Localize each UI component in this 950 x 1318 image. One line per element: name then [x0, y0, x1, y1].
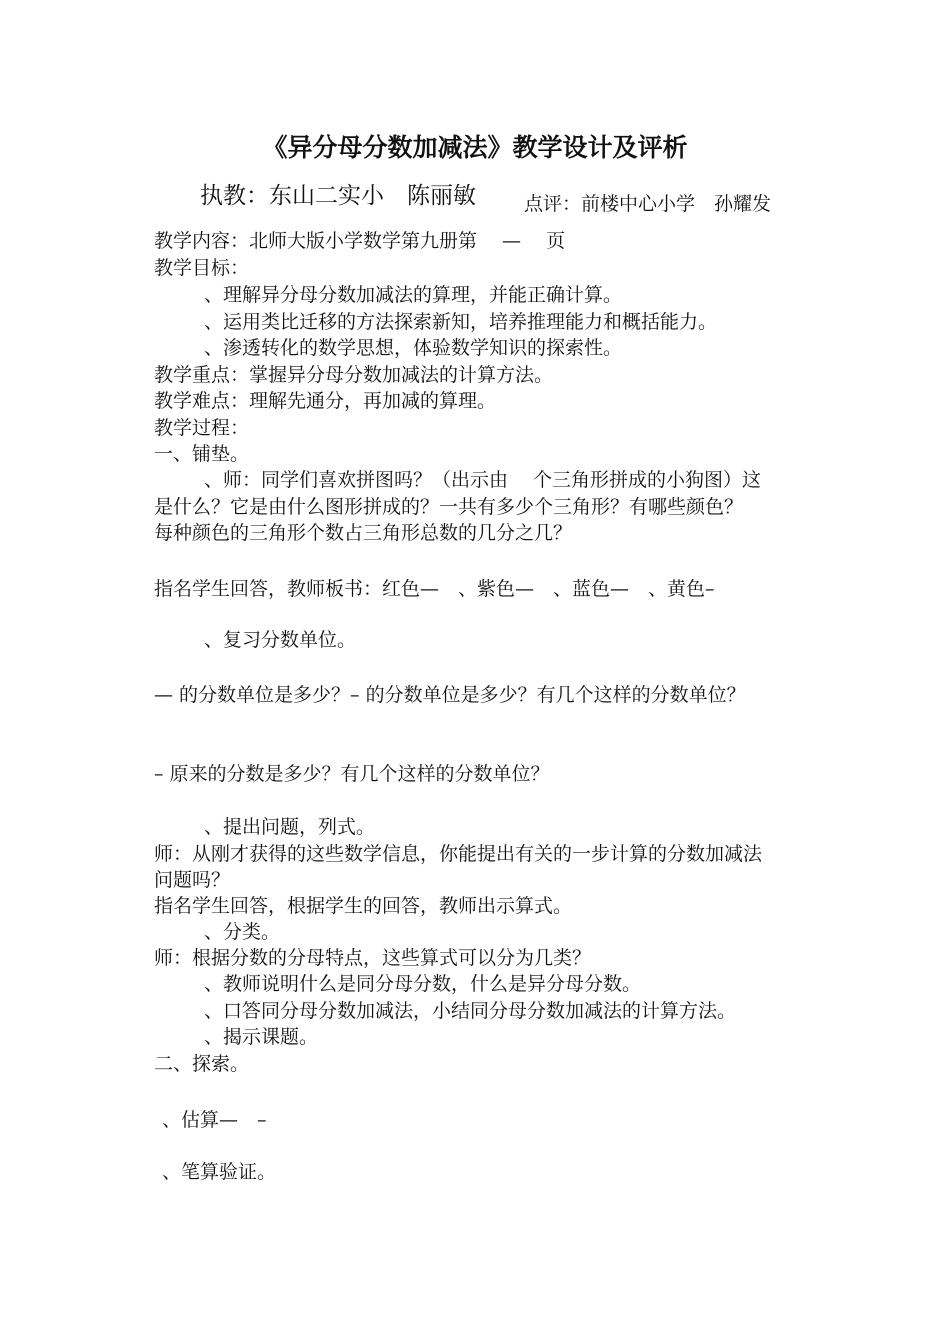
section-heading-1: 一、铺垫。: [154, 443, 250, 465]
written-step: 、笔算验证。: [162, 1161, 277, 1183]
paragraph-line: 是什么？它是由什么图形拼成的？一共有多少个三角形？有哪些颜色？: [154, 496, 744, 518]
reveal-step: 、揭示课题。: [204, 1026, 319, 1048]
board-writing: 指名学生回答，教师板书：红色— 、紫色— 、蓝色— 、黄色–: [154, 578, 715, 600]
students-answer: 指名学生回答，根据学生的回答，教师出示算式。: [154, 895, 573, 917]
goals-heading: 教学目标：: [154, 257, 250, 279]
page-title: 《异分母分数加减法》教学设计及评析: [262, 133, 688, 162]
paragraph-line: 每种颜色的三角形个数占三角形总数的几分之几？: [154, 522, 573, 544]
section-heading-2: 二、探索。: [154, 1053, 250, 1075]
paragraph-line: 师：从刚才获得的这些数学信息，你能提出有关的一步计算的分数加减法: [154, 843, 763, 865]
difficulty: 教学难点：理解先通分，再加减的算理。: [154, 390, 497, 412]
classify-step: 、分类。: [204, 921, 281, 943]
paragraph-line: 问题吗？: [154, 869, 231, 891]
oral-step: 、口答同分母分数加减法，小结同分母分数加减法的计算方法。: [204, 1000, 737, 1022]
raise-question: 、提出问题，列式。: [204, 816, 376, 838]
key-point: 教学重点：掌握异分母分数加减法的计算方法。: [154, 364, 554, 386]
reviewer-credit: 点评：前楼中心小学 孙耀发: [524, 193, 772, 215]
teacher-classify: 师：根据分数的分母特点，这些算式可以分为几类？: [154, 947, 592, 969]
teacher-credit: 执教：东山二实小 陈丽敏: [200, 183, 476, 209]
paragraph-line: 、师：同学们喜欢拼图吗？（出示由 个三角形拼成的小狗图）这: [204, 469, 762, 491]
teaching-content: 教学内容：北师大版小学数学第九册第 — 页: [154, 230, 566, 252]
process-heading: 教学过程：: [154, 417, 250, 439]
units-question-1: — 的分数单位是多少？– 的分数单位是多少？有几个这样的分数单位？: [154, 684, 746, 706]
units-question-2: – 原来的分数是多少？有几个这样的分数单位？: [154, 763, 550, 785]
goal-item-2: 、运用类比迁移的方法探索新知，培养推理能力和概括能力。: [204, 311, 718, 333]
estimate-step: 、估算— –: [162, 1109, 267, 1131]
goal-item-1: 、理解异分母分数加减法的算理，并能正确计算。: [204, 284, 623, 306]
explain-step: 、教师说明什么是同分母分数，什么是异分母分数。: [204, 973, 642, 995]
goal-item-3: 、渗透转化的数学思想，体验数学知识的探索性。: [204, 337, 623, 359]
review-units: 、复习分数单位。: [204, 629, 357, 651]
